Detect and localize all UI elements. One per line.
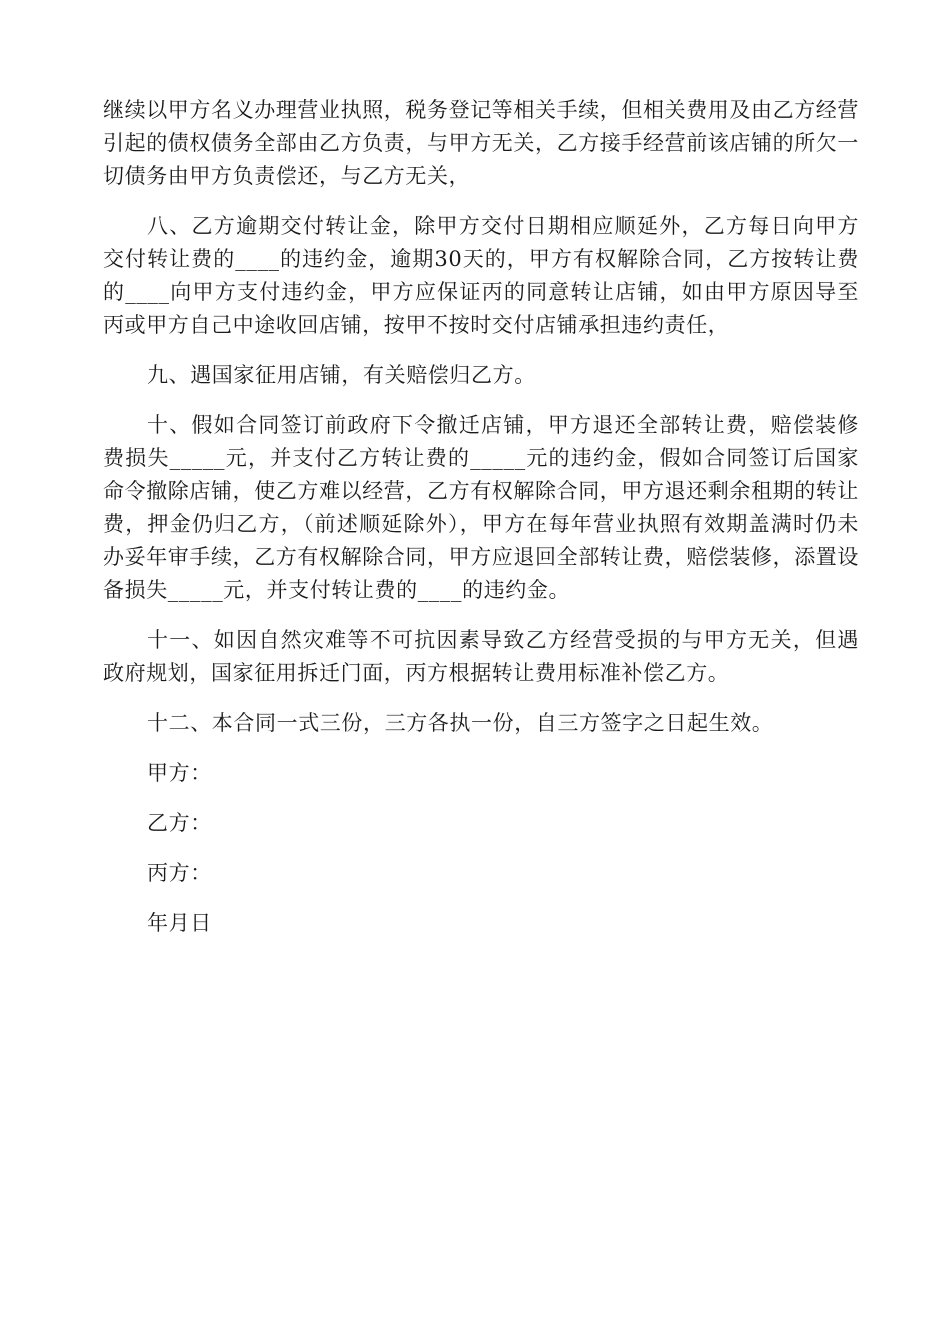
document-body xyxy=(103,94,859,957)
clause-12: 十二、本合同一式三份，三方各执一份，自三方签字之日起生效。 xyxy=(147,711,774,735)
signature-date: 年月日 xyxy=(147,911,212,935)
clause-10: 十、假如合同签订前政府下令撤迁店铺，甲方退还全部转让费，赔偿装修费损失_____元，并支付乙方转让费的_____元的违约金，假如合同签订后国家命令撤除店铺，使乙方难以经营，乙方有权解除合同，甲方退还剩余租期的转让费，押金仍归乙方，（前述顺延除外），甲方在每年营业执照有效期盖满时仍未办妥年审手续，乙方有权解除合同，甲方应退回全部转让费，赔偿装修，添置设备损失_____元，并支付转让费的____的违约金。 xyxy=(103,413,859,602)
clause-9: 九、遇国家征用店铺，有关赔偿归乙方。 xyxy=(147,363,536,387)
signature-party-b: 乙方： xyxy=(147,811,212,835)
clause-8: 八、乙方逾期交付转让金，除甲方交付日期相应顺延外，乙方每日向甲方交付转让费的____的违约金，逾期30天的，甲方有权解除合同，乙方按转让费的____向甲方支付违约金，甲方应保证丙的同意转让店铺，如由甲方原因导至丙或甲方自己中途收回店铺，按甲不按时交付店铺承担违约责任， xyxy=(103,214,859,337)
signature-party-c: 丙方： xyxy=(147,861,212,885)
signature-party-a: 甲方： xyxy=(147,761,212,785)
clause-11: 十一、如因自然灾难等不可抗因素导致乙方经营受损的与甲方无关，但遇政府规划，国家征用拆迁门面，丙方根据转让费用标准补偿乙方。 xyxy=(103,628,859,685)
paragraph-continuation: 继续以甲方名义办理营业执照，税务登记等相关手续，但相关费用及由乙方经营引起的债权债务全部由乙方负责，与甲方无关，乙方接手经营前该店铺的所欠一切债务由甲方负责偿还，与乙方无关， xyxy=(103,98,859,188)
